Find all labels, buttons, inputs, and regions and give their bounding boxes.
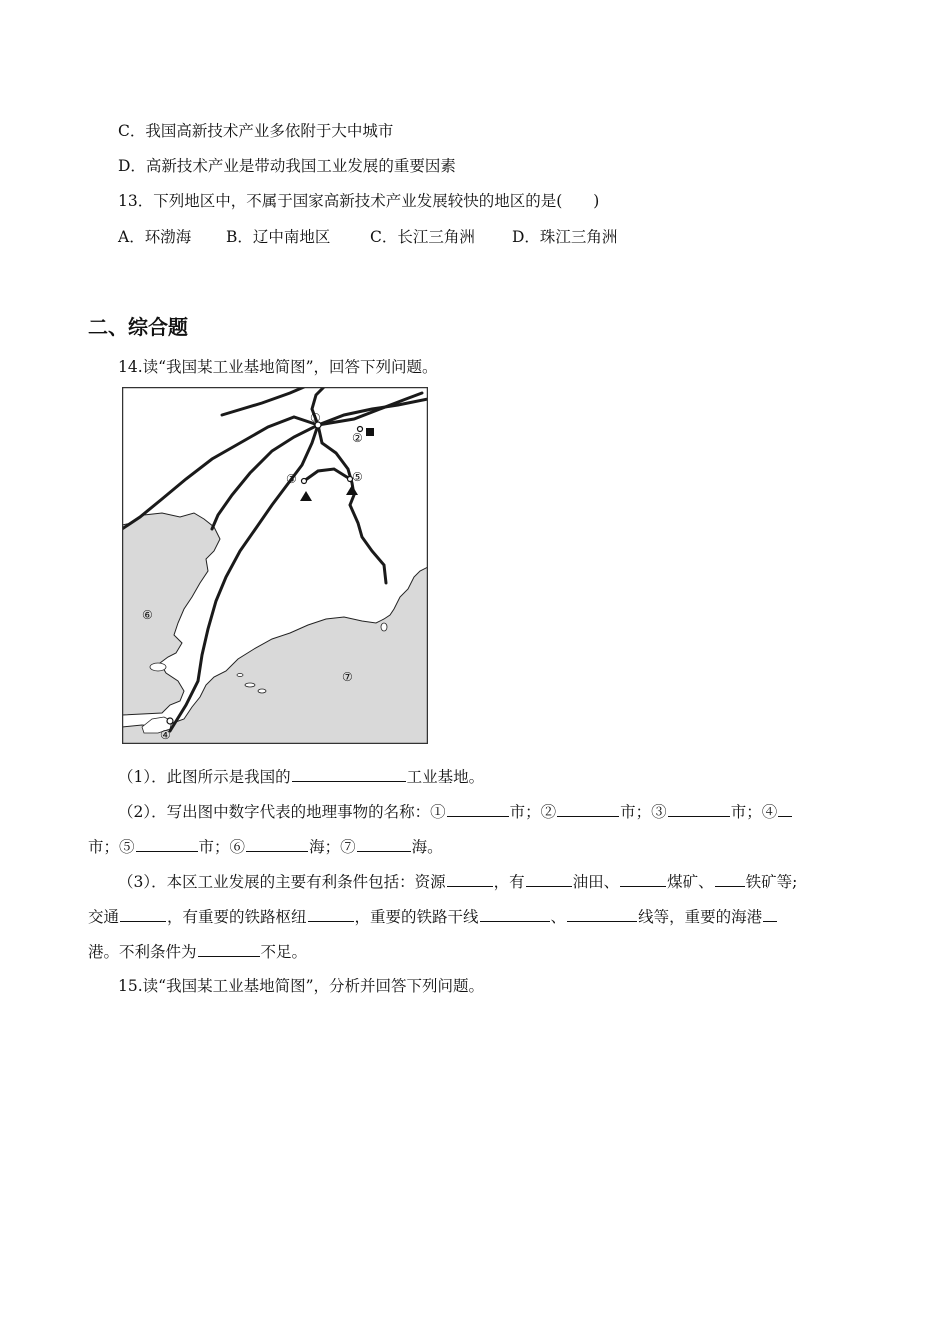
map-label-4: ④ bbox=[160, 728, 171, 742]
blank-unfavorable[interactable] bbox=[198, 941, 260, 957]
text-shi: 市； bbox=[730, 803, 762, 821]
text-shi: 市； bbox=[88, 838, 120, 856]
q14-sub1-blank[interactable] bbox=[292, 766, 406, 782]
blank-7[interactable] bbox=[357, 836, 411, 852]
blank-traffic[interactable] bbox=[120, 906, 166, 922]
blank-coal[interactable] bbox=[620, 871, 666, 887]
text-hub: ，有重要的铁路枢纽 bbox=[167, 908, 307, 926]
text-shi: 市； bbox=[198, 838, 230, 856]
text-traffic: 交通 bbox=[88, 908, 120, 926]
text-trunk: ，重要的铁路干线 bbox=[354, 908, 479, 926]
text-n5: ⑤ bbox=[119, 838, 135, 856]
text-oilfield: 油田、 bbox=[572, 873, 620, 891]
q15-stem: 15.读“我国某工业基地简图”，分析并回答下列问题。 bbox=[118, 977, 484, 995]
q14-sub2-prefix: （2）．写出图中数字代表的地理事物的名称：① bbox=[118, 803, 446, 821]
text-shi: 市； bbox=[620, 803, 652, 821]
text-you: ，有 bbox=[493, 873, 525, 891]
text-n4: ④ bbox=[761, 803, 778, 821]
text-comma: 、 bbox=[550, 908, 567, 926]
blank-hub[interactable] bbox=[308, 906, 354, 922]
q14-sub3-line1 bbox=[118, 871, 797, 892]
q14-sub3-line2 bbox=[88, 906, 778, 927]
blank-port[interactable] bbox=[763, 906, 777, 922]
q14-sub3-prefix: （3）．本区工业发展的主要有利条件包括：资源 bbox=[118, 873, 446, 891]
q14-sub1-prefix: （1）．此图所示是我国的 bbox=[118, 768, 291, 786]
map-label-5: ⑤ bbox=[352, 470, 363, 484]
map-label-3: ③ bbox=[286, 472, 297, 486]
map-label-2: ② bbox=[352, 431, 363, 445]
blank-iron[interactable] bbox=[715, 871, 745, 887]
text-iron: 铁矿等; bbox=[745, 873, 798, 891]
blank-1[interactable] bbox=[447, 801, 509, 817]
text-sea-end: 海。 bbox=[411, 838, 443, 856]
text-port: 线等，重要的海港 bbox=[638, 908, 763, 926]
q14-sub1 bbox=[118, 766, 484, 787]
q14-sub1-suffix: 工业基地。 bbox=[406, 768, 485, 786]
blank-2[interactable] bbox=[557, 801, 619, 817]
text-n6: ⑥ bbox=[229, 838, 246, 856]
blank-oilfield[interactable] bbox=[526, 871, 572, 887]
q14-stem: 14.读“我国某工业基地简图”，回答下列问题。 bbox=[118, 358, 438, 376]
blank-3[interactable] bbox=[668, 801, 730, 817]
blank-trunk-1[interactable] bbox=[480, 906, 550, 922]
q13-option-c: C．长江三角洲 bbox=[370, 228, 475, 246]
q13-options bbox=[118, 227, 617, 247]
q14-sub3-line3 bbox=[88, 941, 307, 962]
q13-option-d: D．珠江三角洲 bbox=[512, 228, 618, 246]
text-unfavorable: 港。不利条件为 bbox=[88, 943, 197, 961]
blank-resource[interactable] bbox=[447, 871, 493, 887]
text-n2: ② bbox=[540, 803, 557, 821]
text-n3: ③ bbox=[651, 803, 667, 821]
q13-option-a: A．环渤海 bbox=[118, 228, 192, 246]
q14-sub2-line1 bbox=[118, 801, 793, 822]
text-sea: 海； bbox=[309, 838, 341, 856]
section-heading: 二、综合题 bbox=[88, 315, 188, 339]
map-label-7: ⑦ bbox=[342, 670, 353, 684]
q14-sub2-line2 bbox=[88, 836, 443, 857]
map-label-6: ⑥ bbox=[142, 608, 153, 622]
text-insufficient: 不足。 bbox=[260, 943, 308, 961]
q12-option-c: C．我国高新技术产业多依附于大中城市 bbox=[118, 122, 394, 140]
industrial-base-map bbox=[122, 387, 428, 744]
text-shi: 市； bbox=[509, 803, 541, 821]
blank-5[interactable] bbox=[136, 836, 198, 852]
q12-option-d: D．高新技术产业是带动我国工业发展的重要因素 bbox=[118, 157, 456, 175]
text-coal: 煤矿、 bbox=[667, 873, 714, 891]
q13-stem: 13．下列地区中，不属于国家高新技术产业发展较快的地区的是( ) bbox=[118, 192, 600, 210]
text-n7: ⑦ bbox=[340, 838, 356, 856]
blank-4[interactable] bbox=[778, 801, 792, 817]
q13-option-b: B．辽中南地区 bbox=[226, 228, 331, 246]
map-label-1: ① bbox=[310, 411, 321, 425]
blank-trunk-2[interactable] bbox=[567, 906, 637, 922]
blank-6[interactable] bbox=[246, 836, 308, 852]
